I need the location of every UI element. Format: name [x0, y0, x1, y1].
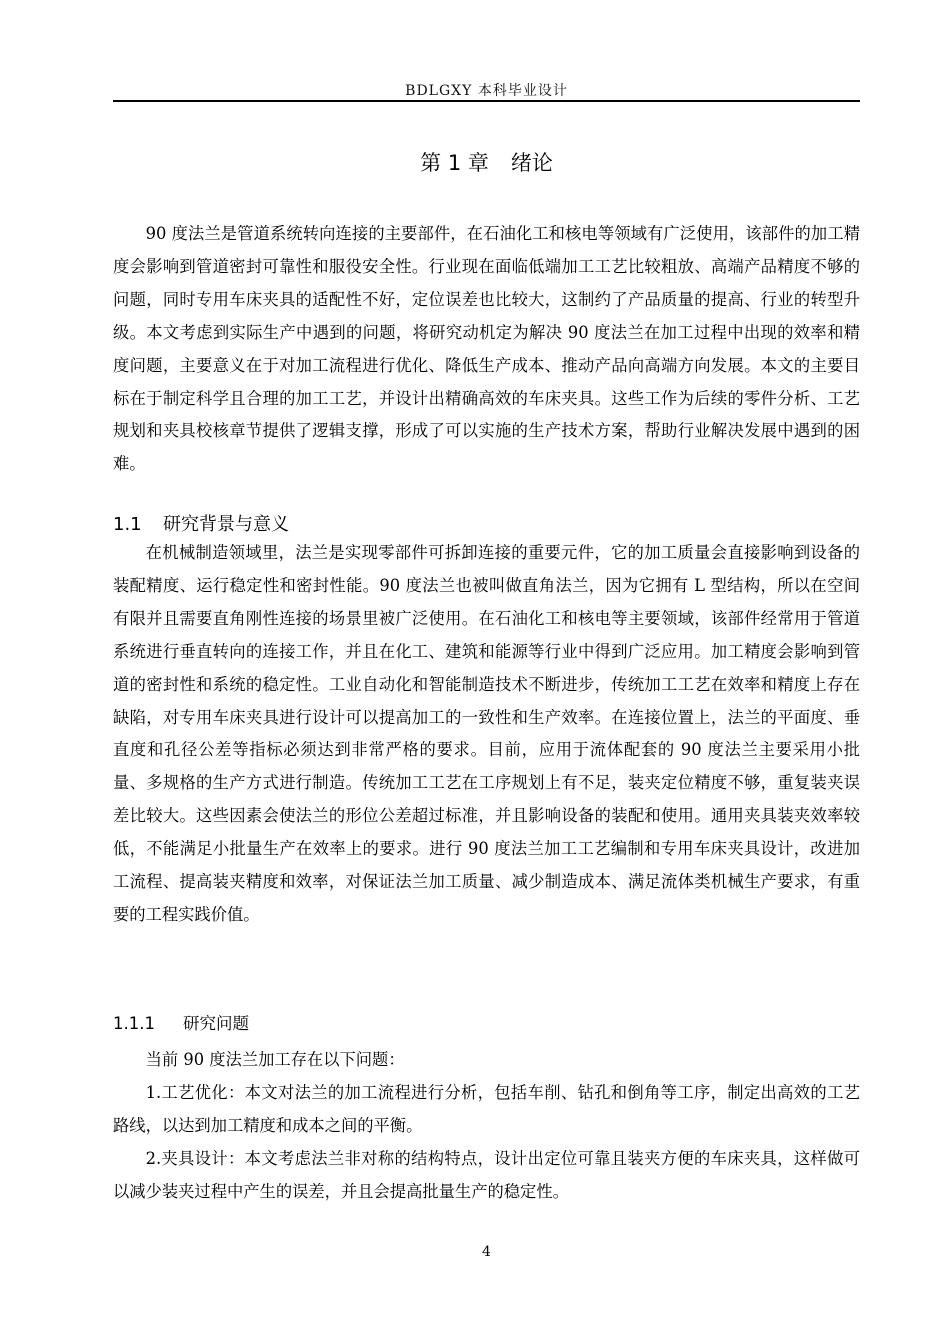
subsection-title: 研究问题 [183, 1014, 249, 1033]
section-heading-1-1 [113, 510, 289, 536]
page-number: 4 [482, 1244, 491, 1260]
subsection-number: 1.1.1 [113, 1014, 155, 1033]
background-paragraph: 在机械制造领域里，法兰是实现零部件可拆卸连接的重要元件，它的加工质量会直接影响到设备的装配精度、运行稳定性和密封性能。90 度法兰也被叫做直角法兰，因为它拥有 L 型结构，所以在空间有限并且需要直角刚性连接的场景里被广泛使用。在石油化工和核电等主要领域，该部件经常用于管道系统进行垂直转向的连接工作，并且在化工、建筑和能源等行业中得到广泛应用。加工精度会影响到管道的密封性和系统的稳定性。工业自动化和智能制造技术不断进步，传统加工工艺在效率和精度上存在缺陷，对专用车床夹具进行设计可以提高加工的一致性和生产效率。在连接位置上，法兰的平面度、垂直度和孔径公差等指标必须达到非常严格的要求。目前，应用于流体配套的 90 度法兰主要采用小批量、多规格的生产方式进行制造。传统加工工艺在工序规划上有不足，装夹定位精度不够，重复装夹误差比较大。这些因素会使法兰的形位公差超过标准，并且影响设备的装配和使用。通用夹具装夹效率较低，不能满足小批量生产在效率上的要求。进行 90 度法兰加工工艺编制和专用车床夹具设计，改进加工流程、提高装夹精度和效率，对保证法兰加工质量、减少制造成本、满足流体类机械生产要求，有重要的工程实践价值。 [113, 543, 860, 924]
chapter-title: 绪论 [510, 151, 553, 175]
chapter-number: 第 1 章 [420, 151, 489, 175]
problems-intro: 当前 90 度法兰加工存在以下问题： [145, 1050, 405, 1069]
running-header: BDLGXY 本科毕业设计 [405, 83, 568, 99]
chapter-heading [113, 147, 860, 177]
section-number: 1.1 [113, 514, 142, 535]
problem-item-1: 1.工艺优化：本文对法兰的加工流程进行分析，包括车削、钻孔和倒角等工序，制定出高效的工艺路线，以达到加工精度和成本之间的平衡。 [113, 1083, 860, 1135]
problem-item-2: 2.夹具设计：本文考虑法兰非对称的结构特点，设计出定位可靠且装夹方便的车床夹具，这样做可以减少装夹过程中产生的误差，并且会提高批量生产的稳定性。 [113, 1149, 860, 1201]
intro-paragraph: 90 度法兰是管道系统转向连接的主要部件，在石油化工和核电等领域有广泛使用，该部件的加工精度会影响到管道密封可靠性和服役安全性。行业现在面临低端加工工艺比较粗放、高端产品精度不够的问题，同时专用车床夹具的适配性不好，定位误差也比较大，这制约了产品质量的提高、行业的转型升级。本文考虑到实际生产中遇到的问题，将研究动机定为解决 90 度法兰在加工过程中出现的效率和精度问题，主要意义在于对加工流程进行优化、降低生产成本、推动产品向高端方向发展。本文的主要目标在于制定科学且合理的加工工艺，并设计出精确高效的车床夹具。这些工作为后续的零件分析、工艺规划和夹具校核章节提供了逻辑支撑，形成了可以实施的生产技术方案，帮助行业解决发展中遇到的困难。 [113, 224, 860, 474]
section-title: 研究背景与意义 [163, 514, 289, 535]
header-divider [113, 100, 860, 102]
subsection-heading-1-1-1 [113, 1010, 249, 1034]
